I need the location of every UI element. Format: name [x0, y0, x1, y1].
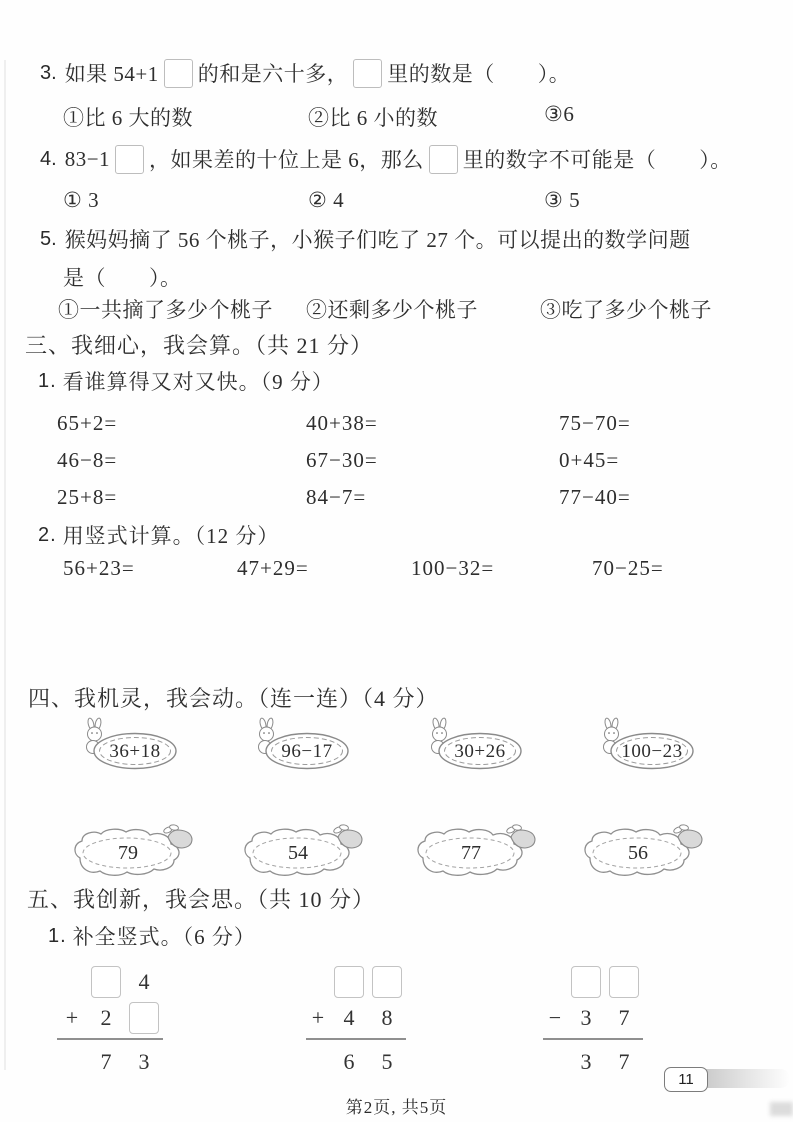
sub-item-text: 看谁算得又对又快。（9 分） — [62, 370, 334, 394]
section-3-title: 三、我细心，我会算。（共 21 分） — [25, 333, 374, 358]
section-4-title: 四、我机灵，我会动。（连一连）（4 分） — [28, 686, 439, 711]
page-footer: 第2页, 共5页 — [345, 1098, 448, 1117]
question-5-line2 — [63, 262, 182, 292]
section-5-title: 五、我创新，我会思。（共 10 分） — [27, 887, 376, 912]
vp-cell — [605, 964, 643, 1000]
question-5-number: 5. — [40, 227, 57, 250]
question-5-options — [0, 294, 793, 324]
sub-item-number: 1. — [38, 369, 57, 392]
vp-empty — [543, 964, 567, 1000]
calc-problem: 40+38= — [306, 411, 378, 435]
vp-digit: 4 — [138, 969, 150, 994]
bubble-expression: 100−23 — [621, 741, 683, 762]
vp-cell — [87, 964, 125, 1000]
equals-rule — [57, 1038, 163, 1040]
equals-rule — [543, 1038, 643, 1040]
section-5-sub-1-title — [48, 921, 256, 951]
vp-digit: 5 — [381, 1049, 393, 1074]
section-3-sub-1-title — [38, 366, 334, 396]
expression-bubble — [242, 716, 350, 772]
option-3: ③吃了多少个桃子 — [540, 298, 712, 322]
question-4 — [40, 144, 732, 174]
sub-item-text: 用竖式计算。（12 分） — [62, 524, 280, 548]
vp-digit: 6 — [343, 1049, 355, 1074]
question-5-text-line2: 是（ ）。 — [63, 266, 182, 290]
calc-problem: 65+2= — [57, 411, 118, 435]
expression-bubble — [587, 716, 695, 772]
answer-box — [115, 145, 144, 174]
calc-problem: 84−7= — [306, 485, 367, 509]
question-3-number: 3. — [40, 61, 57, 84]
vp-cell — [368, 964, 406, 1000]
question-5 — [40, 224, 691, 254]
scan-smudge — [770, 1102, 793, 1116]
question-3 — [40, 58, 570, 88]
cloud-number: 56 — [628, 841, 648, 864]
vertical-problem-3 — [543, 964, 643, 1080]
vp-digit: 2 — [100, 1005, 112, 1030]
option-2: ②还剩多少个桃子 — [306, 298, 478, 322]
answer-cloud — [70, 824, 192, 882]
answer-box — [353, 59, 382, 88]
answer-box — [91, 966, 121, 998]
vp-digit: 7 — [618, 1049, 630, 1074]
option-2: ② 4 — [308, 188, 345, 212]
sub-item-number: 1. — [48, 924, 67, 947]
column-method-problem: 70−25= — [592, 556, 664, 580]
question-4-text-pre: 83−1 — [64, 146, 111, 171]
question-4-options — [0, 188, 793, 218]
cloud-number: 77 — [461, 841, 481, 864]
vp-digit: 8 — [381, 1005, 393, 1030]
calc-problem: 75−70= — [559, 411, 631, 435]
vp-cell — [125, 1000, 163, 1036]
question-5-text-line1: 猴妈妈摘了 56 个桃子，小猴子们吃了 27 个。可以提出的数学问题 — [64, 228, 691, 252]
quick-calc-grid — [57, 405, 739, 516]
expression-bubble — [415, 716, 523, 772]
vp-cell — [330, 964, 368, 1000]
bubble-expression: 30+26 — [454, 741, 506, 762]
vp-result-row — [543, 1044, 643, 1080]
vp-operator: − — [548, 1005, 562, 1030]
vp-digit: 3 — [138, 1049, 150, 1074]
answer-box — [429, 145, 458, 174]
calc-problem: 46−8= — [57, 448, 118, 472]
vp-bottom-row — [543, 1000, 643, 1036]
answer-box — [129, 1002, 159, 1034]
vp-digit: 4 — [343, 1005, 355, 1030]
vp-operator: + — [65, 1005, 79, 1030]
answer-cloud — [240, 824, 362, 882]
section-3-sub-2-title — [38, 520, 279, 550]
vp-digit: 3 — [580, 1005, 592, 1030]
calc-problem: 67−30= — [306, 448, 378, 472]
answer-box — [372, 966, 402, 998]
option-2: ②比 6 小的数 — [308, 106, 438, 130]
vp-bottom-row — [57, 1000, 163, 1036]
vp-empty — [57, 964, 87, 1000]
vp-top-row — [57, 964, 163, 1000]
column-method-problem: 47+29= — [237, 556, 309, 580]
bubble-expression: 96−17 — [281, 741, 333, 762]
column-method-problem: 56+23= — [63, 556, 135, 580]
vertical-problem-2 — [306, 964, 406, 1080]
vp-result-row — [306, 1044, 406, 1080]
vp-empty — [306, 964, 330, 1000]
vp-top-row — [306, 964, 406, 1000]
question-3-options — [0, 102, 793, 132]
answer-cloud — [413, 824, 535, 882]
vp-empty — [306, 1044, 330, 1080]
equals-rule — [306, 1038, 406, 1040]
answer-cloud — [580, 824, 702, 882]
question-3-text-mid: 的和是六十多， — [197, 62, 349, 86]
vp-cell — [567, 964, 605, 1000]
question-4-text-post: 里的数字不可能是（ ）。 — [462, 148, 732, 172]
calc-problem: 25+8= — [57, 485, 118, 509]
answer-box — [164, 59, 193, 88]
answer-box — [334, 966, 364, 998]
vp-empty — [543, 1044, 567, 1080]
bubble-expression: 36+18 — [109, 741, 161, 762]
vertical-problem-1 — [57, 964, 163, 1080]
question-3-text-post: 里的数是（ ）。 — [387, 62, 571, 86]
calc-problem: 77−40= — [559, 485, 631, 509]
column-method-problem: 100−32= — [411, 556, 495, 580]
sub-item-number: 2. — [38, 523, 57, 546]
badge-shadow — [702, 1069, 790, 1088]
cloud-number: 79 — [118, 841, 138, 864]
option-1: ①一共摘了多少个桃子 — [58, 298, 273, 322]
option-3: ③ 5 — [544, 188, 581, 212]
question-3-text-pre: 如果 54+1 — [64, 62, 159, 86]
calc-problem: 0+45= — [559, 448, 620, 472]
question-4-number: 4. — [40, 147, 57, 170]
vp-empty — [57, 1044, 87, 1080]
question-4-text-mid: ，如果差的十位上是 6，那么 — [149, 148, 424, 172]
cloud-number: 54 — [288, 841, 308, 864]
answer-box — [609, 966, 639, 998]
vp-result-row — [57, 1044, 163, 1080]
vp-bottom-row — [306, 1000, 406, 1036]
expression-bubble — [70, 716, 178, 772]
vp-top-row — [543, 964, 643, 1000]
vp-digit: 7 — [100, 1049, 112, 1074]
vp-digit: 3 — [580, 1049, 592, 1074]
vp-operator: + — [311, 1005, 325, 1030]
vp-digit: 7 — [618, 1005, 630, 1030]
page-number-badge: 11 — [664, 1067, 708, 1092]
option-3: ③6 — [544, 102, 575, 126]
sub-item-text: 补全竖式。（6 分） — [72, 925, 256, 949]
answer-box — [571, 966, 601, 998]
option-1: ① 3 — [63, 188, 100, 212]
option-1: ①比 6 大的数 — [63, 106, 193, 130]
